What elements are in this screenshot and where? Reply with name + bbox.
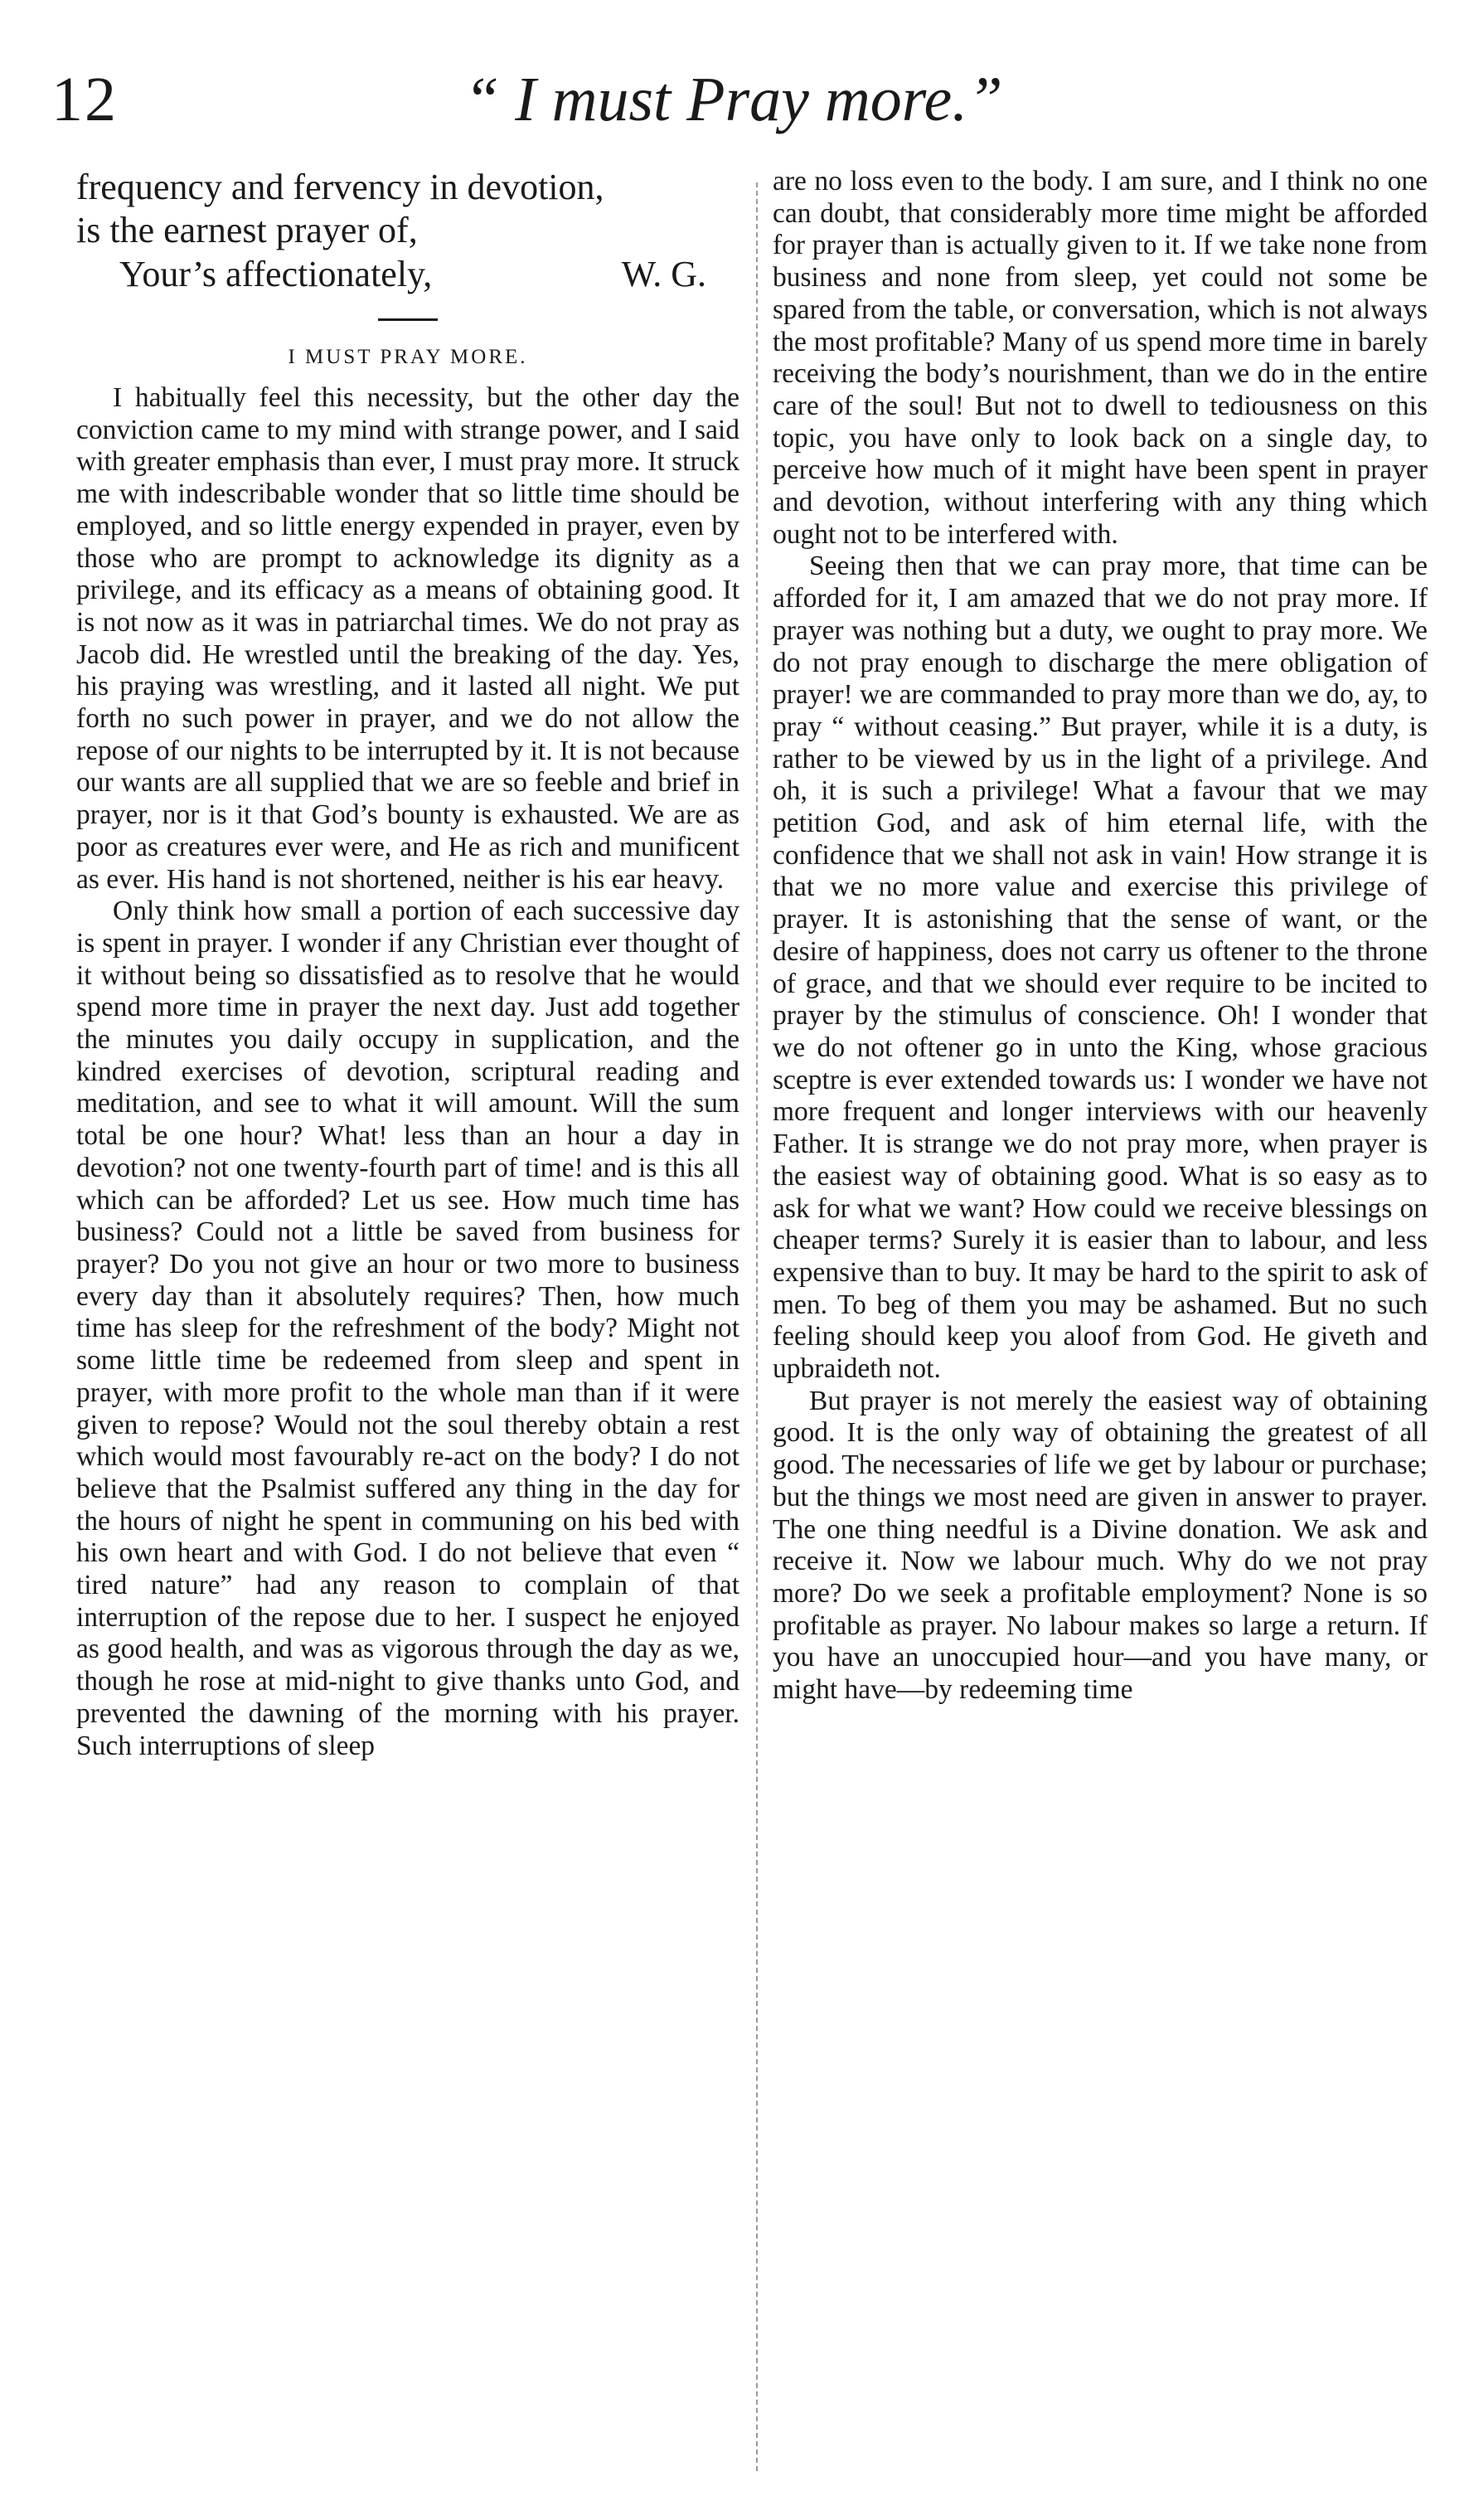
signature: W. G. — [621, 254, 706, 294]
body-paragraph: Seeing then that we can pray more, that time can be afforded for it, I am amazed that we do not pray more. If prayer was nothing but a duty, we ought to pray more. We do not pray enough to discharge the mere obligation of prayer! we are commanded to pray more than we do, ay, to pray “ without ceasing.” But prayer, while it is a duty, is rather to be viewed by us in the light of a privilege. And oh, it is such a privilege! What a favour that we may petition God, and ask of him eternal life, with the confidence that we shall not ask in vain! How strange it is that we no more value and exercise this privilege of prayer. It is astonishing that the sense of want, or the desire of happiness, does not carry us oftener to the throne of grace, and that we should ever require to be incited to prayer by the stimulus of conscience. Oh! I wonder that we do not oftener go in unto the King, whose gracious sceptre is ever extended towards us: I wonder we have not more frequent and longer interviews with our heavenly Father. It is strange we do not pray more, when prayer is the easiest way of obtaining good. What is so easy as to ask for what we want? How could we receive blessings on cheaper terms? Surely it is easier than to labour, and less expensive than to buy. It may be hard to the spirit to ask of men. To beg of them you may be ashamed. But no such feeling should keep you aloof from God. He giveth and upbraideth not. — [773, 551, 1428, 1385]
body-paragraph: are no loss even to the body. I am sure, and I think no one can doubt, that considerably more time might be afforded for prayer than is actually given to it. If we take none from business and none from sleep, yet could not some be spared from the table, or conversation, which is not always the most profitable? Many of us spend more time in barely receiving the body’s nourishment, than we do in the entire care of the soul! But not to dwell to tediousness on this topic, you have only to look back on a single day, to perceive how much of it might have been spent in prayer and devotion, without interfering with any thing which ought not to be interfered with. — [773, 166, 1428, 550]
running-title: “ I must Pray more.” — [464, 65, 1003, 134]
section-divider — [378, 318, 438, 321]
body-paragraph: But prayer is not merely the easiest way of obtaining good. It is the only way of obtaining the greatest of all good. The necessaries of life we get by labour or purchase; but the things we most need are given in answer to prayer. The one thing needful is a Divine donation. We ask and receive it. Now we labour much. Why do we not pray more? Do we seek a profitable employment? None is so profitable as prayer. No labour makes so large a return. If you have an unoccupied hour—and you have many, or might have—by redeeming time — [773, 1385, 1428, 1706]
page-number: 12 — [51, 65, 118, 134]
body-paragraph: Only think how small a portion of each successive day is spent in prayer. I wonder if any Christian ever thought of it without being so dissatisfied as to resolve that he would spend more time in prayer the next day. Just add together the minutes you daily occupy in supplication, and the kindred exercises of devotion, scriptural reading and meditation, and see to what it will amount. Will the sum total be one hour? What! less than an hour a day in devotion? not one twenty-fourth part of time! and is this all which can be afforded? Let us see. How much time has business? Could not a little be saved from business for prayer? Do you not give an hour or two more to business every day than it absolutely requires? Then, how much time has sleep for the refreshment of the body? Might not some little time be redeemed from sleep and spent in prayer, with more profit to the whole man than if it were given to repose? Would not the soul thereby obtain a rest which would most favourably re-act on the body? I do not believe that the Psalmist suffered any thing in the day for the hours of night he spent in communing on his bed with his own heart and with God. I do not believe that even “ tired nature” had any reason to complain of that interruption of the repose due to her. I suspect he enjoyed as good health, and was as vigorous through the day as we, though he rose at mid-night to give thanks unto God, and prevented the dawning of the morning with his prayer. Such interruptions of sleep — [76, 896, 739, 1761]
valediction: Your’s affectionately, — [119, 254, 433, 294]
letter-closing-line-1: frequency and fervency in devotion, — [76, 167, 604, 207]
section-heading: I MUST PRAY MORE. — [288, 346, 528, 368]
column-divider — [756, 182, 758, 2471]
right-column — [773, 166, 1428, 1707]
letter-signoff — [76, 252, 739, 297]
letter-closing-line-2: is the earnest prayer of, — [76, 210, 418, 250]
left-column — [76, 166, 739, 1762]
page-header — [0, 0, 1474, 166]
body-paragraph: I habitually feel this necessity, but the other day the conviction came to my mind with strange power, and I said with greater emphasis than ever, I must pray more. It struck me with indescribable wonder that so little time should be employed, and so little energy expended in prayer, even by those who are prompt to acknowledge its dignity as a privilege, and its efficacy as a means of obtaining good. It is not now as it was in patriarchal times. We do not pray as Jacob did. He wrestled until the breaking of the day. Yes, his praying was wrestling, and it lasted all night. We put forth no such power in prayer, and we do not allow the repose of our nights to be interrupted by it. It is not because our wants are all supplied that we are so feeble and brief in prayer, nor is it that God’s bounty is exhausted. We are as poor as creatures ever were, and He as rich and munificent as ever. His hand is not shortened, neither is his ear heavy. — [76, 382, 739, 895]
